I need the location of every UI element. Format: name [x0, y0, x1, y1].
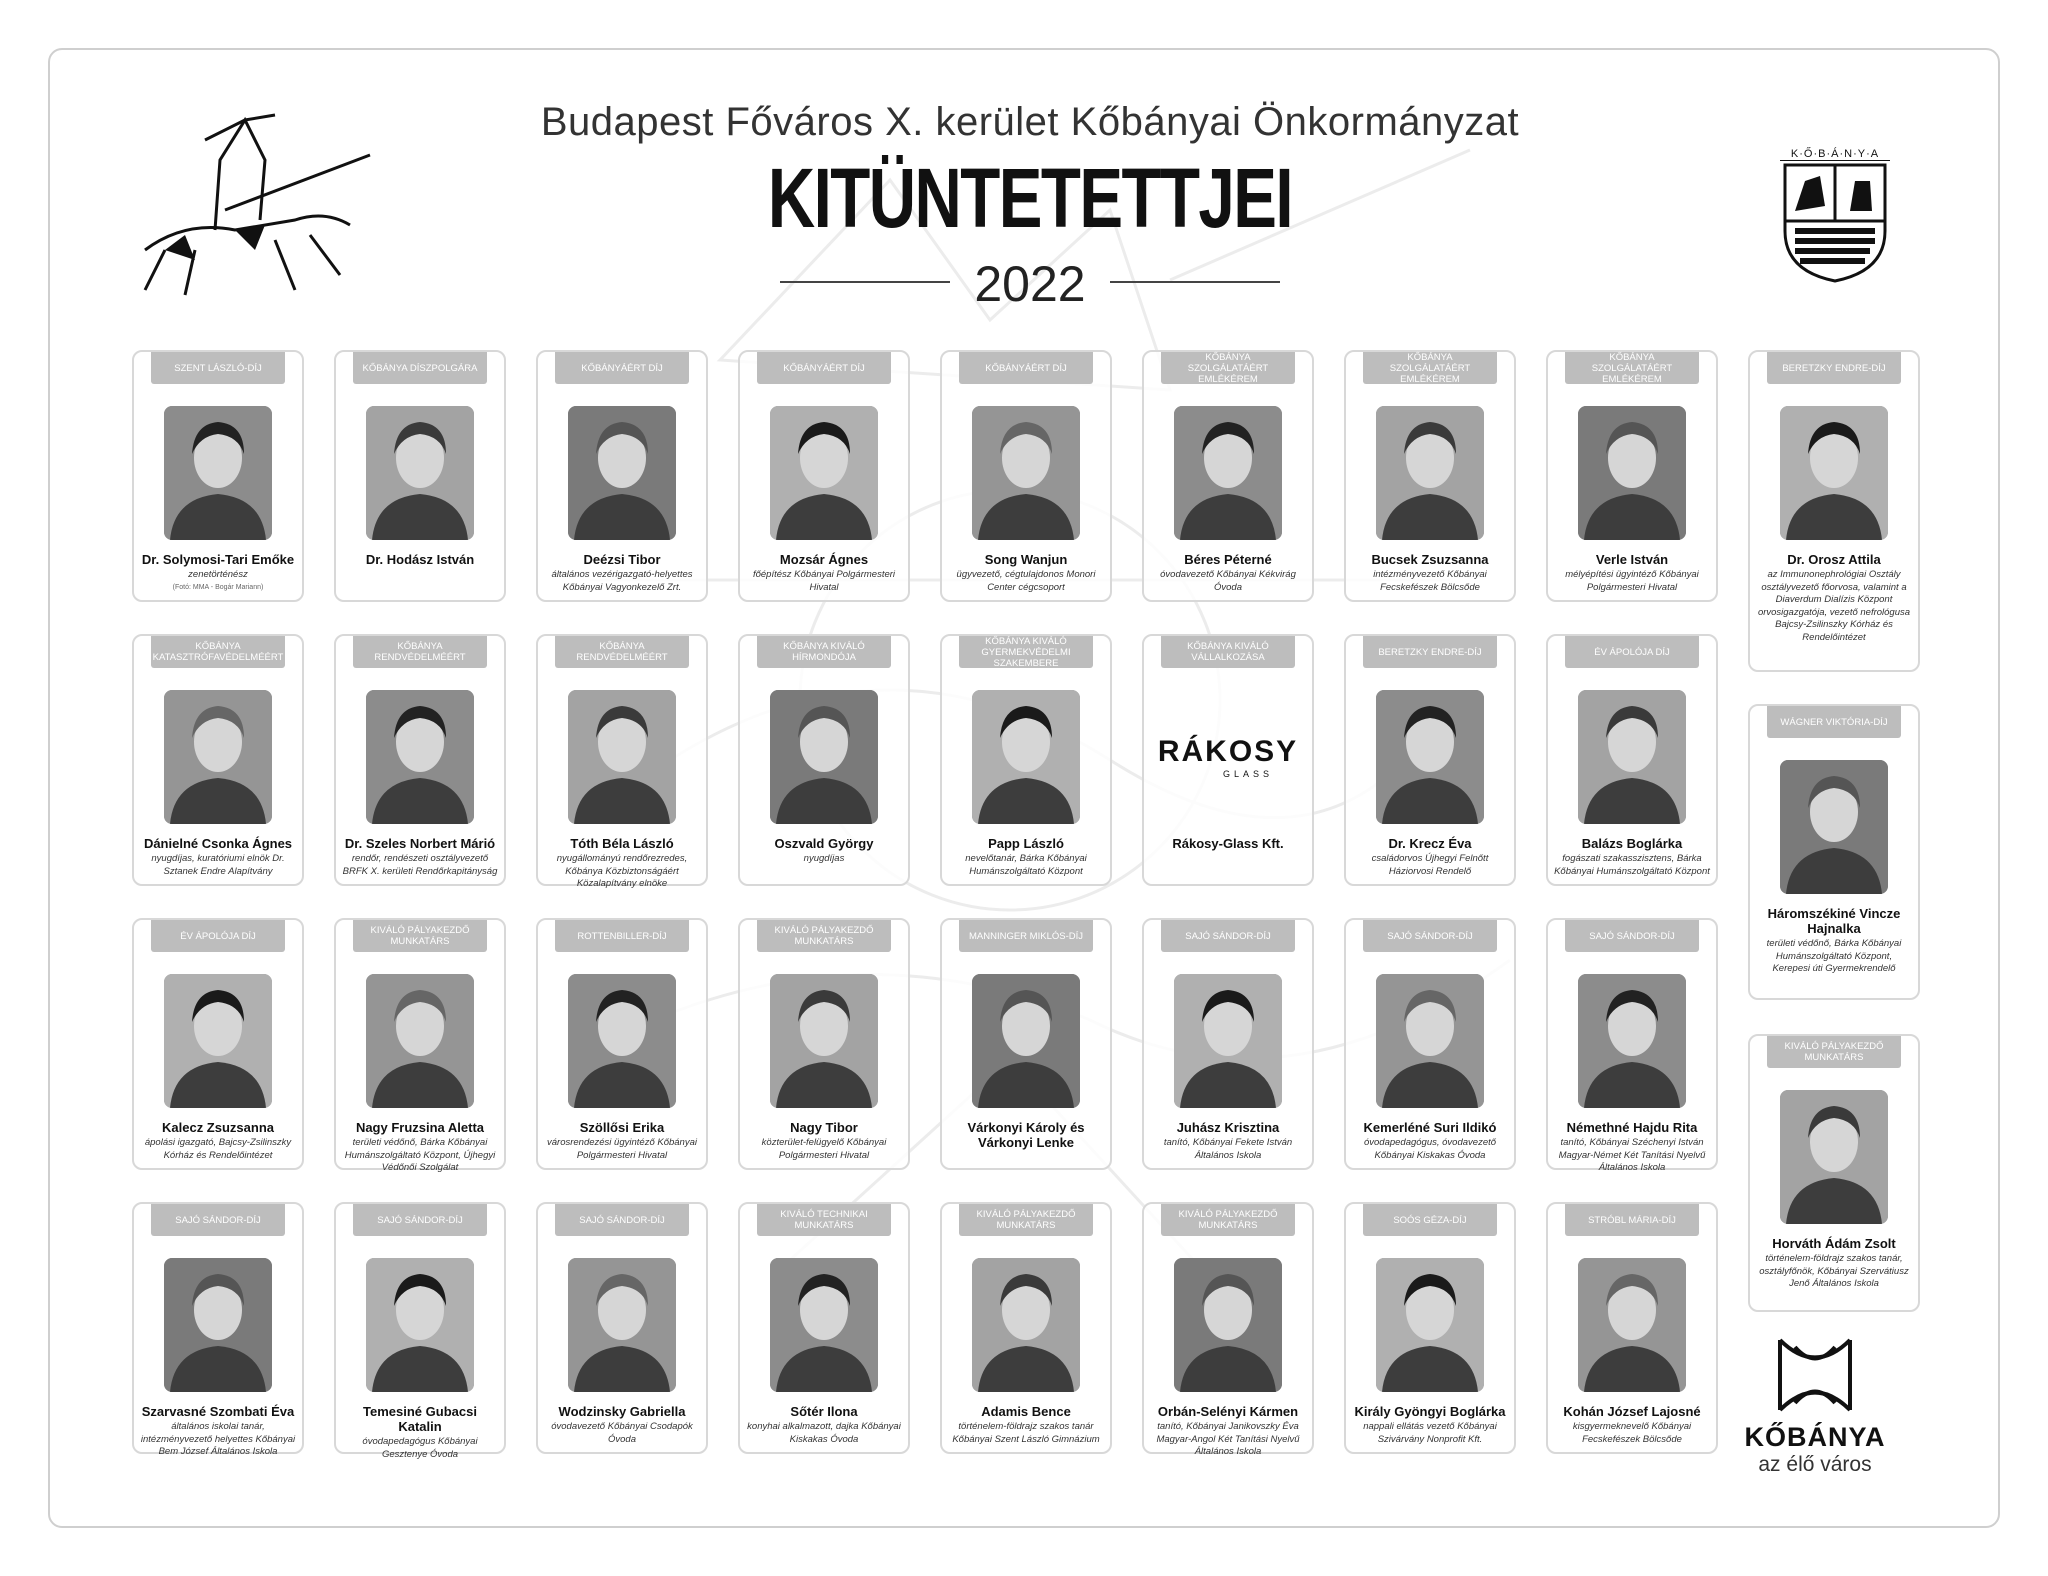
portrait — [1780, 406, 1888, 540]
portrait-photo — [1376, 690, 1484, 824]
honoree-description: nyugdíjas — [803, 853, 845, 864]
honoree-description: tanító, Kőbányai Fekete István Általános Iskola — [1163, 1137, 1293, 1161]
honoree-card — [1344, 1202, 1516, 1454]
honoree-description: tanító, Kőbányai Janikovszky Éva Magyar-Angol Két Tanítási Nyelvű Általános Iskola — [1156, 1421, 1300, 1457]
honoree-description: óvodavezető Kőbányai Csodapók Óvoda — [551, 1421, 693, 1445]
honoree-card — [1344, 350, 1516, 602]
honoree-card — [334, 1202, 506, 1460]
portrait — [568, 974, 676, 1108]
honoree-name: Sőtér Ilona — [790, 1404, 858, 1419]
portrait — [1376, 406, 1484, 540]
kobanya-crest — [1780, 148, 1890, 288]
honoree-name: Balázs Boglárka — [1581, 836, 1683, 851]
company-logo-sub: GLASS — [1222, 769, 1273, 779]
award-label: SAJÓ SÁNDOR-DÍJ — [555, 1204, 689, 1236]
portrait-photo — [770, 690, 878, 824]
award-label: KIVÁLÓ PÁLYAKEZDŐ MUNKATÁRS — [353, 920, 487, 952]
portrait — [972, 1258, 1080, 1392]
page-year: 2022 — [780, 255, 1280, 313]
portrait-photo — [972, 690, 1080, 824]
portrait — [366, 406, 474, 540]
portrait-photo — [1174, 974, 1282, 1108]
portrait — [1578, 406, 1686, 540]
portrait-photo — [1578, 974, 1686, 1108]
honoree-name: Deézsi Tibor — [583, 552, 661, 567]
portrait-photo — [972, 1258, 1080, 1392]
award-label: KIVÁLÓ PÁLYAKEZDŐ MUNKATÁRS — [1161, 1204, 1295, 1236]
portrait — [1780, 1090, 1888, 1224]
portrait-photo — [972, 406, 1080, 540]
award-label: KIVÁLÓ TECHNIKAI MUNKATÁRS — [757, 1204, 891, 1236]
honoree-description: városrendezési ügyintéző Kőbányai Polgármesteri Hivatal — [547, 1137, 697, 1161]
honoree-name: Háromszékiné Vincze Hajnalka — [1767, 906, 1901, 936]
photo-credit: (Fotó: MMA - Bogár Mariann) — [172, 583, 264, 591]
honoree-card — [536, 634, 708, 889]
award-label: KŐBÁNYA KIVÁLÓ VÁLLALKOZÁSA — [1161, 636, 1295, 668]
award-label: KŐBÁNYÁÉRT DÍJ — [555, 352, 689, 384]
honoree-description: az Immunonephrológiai Osztály osztályvezető főorvosa, valamint a Diaverdum Dialízis Központ orvosigazgatója, vezető nefrológusa Bajcsy-Zsilinszky Kórház és Rendelőintézet — [1757, 569, 1911, 643]
portrait — [1376, 974, 1484, 1108]
award-label: KŐBÁNYA SZOLGÁLATÁÉRT EMLÉKÉREM — [1363, 352, 1497, 384]
award-label: KŐBÁNYA KIVÁLÓ GYERMEKVÉDELMI SZAKEMBERE — [959, 636, 1093, 668]
honoree-card — [738, 918, 910, 1170]
honoree-description: tanító, Kőbányai Széchenyi István Magyar-Német Két Tanítási Nyelvű Általános Iskola — [1558, 1137, 1706, 1173]
portrait — [164, 1258, 272, 1392]
portrait-photo — [568, 1258, 676, 1392]
honoree-name: Verle István — [1595, 552, 1669, 567]
honoree-card — [1142, 350, 1314, 602]
portrait-photo — [1174, 1258, 1282, 1392]
portrait — [770, 690, 878, 824]
honoree-card — [334, 918, 506, 1173]
honoree-description: konyhai alkalmazott, dajka Kőbányai Kiskakas Óvoda — [747, 1421, 901, 1445]
honoree-card — [1344, 918, 1516, 1170]
portrait — [1376, 1258, 1484, 1392]
honoree-name: Nagy Tibor — [790, 1120, 858, 1135]
honoree-card — [940, 918, 1112, 1170]
award-label: KŐBÁNYÁÉRT DÍJ — [757, 352, 891, 384]
portrait-photo — [568, 406, 676, 540]
honoree-name: Orbán-Selényi Kármen — [1157, 1404, 1299, 1419]
honoree-description: fogászati szakasszisztens, Bárka Kőbányai Humánszolgáltató Központ — [1554, 853, 1710, 877]
portrait — [770, 974, 878, 1108]
honoree-name: Király Gyöngyi Boglárka — [1354, 1404, 1506, 1419]
honoree-description: óvodapedagógus Kőbányai Gesztenye Óvoda — [362, 1436, 478, 1460]
honoree-card — [1546, 350, 1718, 602]
portrait — [366, 690, 474, 824]
honoree-card — [940, 1202, 1112, 1454]
honoree-description: óvodavezető Kőbányai Kékvirág Óvoda — [1160, 569, 1296, 593]
award-label: KŐBÁNYA RENDVÉDELMÉÉRT — [555, 636, 689, 668]
honoree-card — [738, 634, 910, 886]
page-title: KITÜNTETETTJEI — [767, 151, 1293, 245]
award-label: SAJÓ SÁNDOR-DÍJ — [1363, 920, 1497, 952]
award-label: ÉV ÁPOLÓJA DÍJ — [151, 920, 285, 952]
honoree-card — [940, 634, 1112, 886]
award-label: SOÓS GÉZA-DÍJ — [1363, 1204, 1497, 1236]
honoree-description: területi védőnő, Bárka Kőbányai Humánszolgáltató Központ, Újhegyi Védőnői Szolgálat — [344, 1137, 496, 1173]
honoree-name: Song Wanjun — [984, 552, 1068, 567]
honoree-name: Wodzinsky Gabriella — [558, 1404, 686, 1419]
honoree-name: Mozsár Ágnes — [779, 552, 869, 567]
award-label: ROTTENBILLER-DÍJ — [555, 920, 689, 952]
award-label: KŐBÁNYÁÉRT DÍJ — [959, 352, 1093, 384]
honoree-name: Bucsek Zsuzsanna — [1371, 552, 1489, 567]
portrait — [1174, 1258, 1282, 1392]
honoree-name: Szöllősi Erika — [579, 1120, 665, 1135]
portrait — [770, 1258, 878, 1392]
honoree-card — [1546, 918, 1718, 1173]
honoree-description: nevelőtanár, Bárka Kőbányai Humánszolgáltató Központ — [965, 853, 1087, 877]
honoree-description: közterület-felügyelő Kőbányai Polgármesteri Hivatal — [761, 1137, 887, 1161]
honoree-description: mélyépítési ügyintéző Kőbányai Polgármesteri Hivatal — [1565, 569, 1699, 593]
honoree-card — [1748, 350, 1920, 672]
honoree-card — [536, 350, 708, 602]
honoree-description: intézményvezető Kőbányai Fecskefészek Bölcsőde — [1373, 569, 1487, 593]
honoree-name: Kohán József Lajosné — [1563, 1404, 1701, 1419]
portrait-photo — [164, 974, 272, 1108]
award-label: KŐBÁNYA DÍSZPOLGÁRA — [353, 352, 487, 384]
portrait-photo — [164, 406, 272, 540]
award-label: KŐBÁNYA KIVÁLÓ HÍRMONDÓJA — [757, 636, 891, 668]
honoree-description: általános iskolai tanár, intézményvezető helyettes Kőbányai Bem József Általános Iskola — [140, 1421, 296, 1457]
honoree-name: Kemerléné Suri Ildikó — [1363, 1120, 1497, 1135]
honoree-name: Dr. Szeles Norbert Márió — [344, 836, 496, 851]
brand-name: KŐBÁNYA — [1744, 1422, 1886, 1452]
portrait — [1578, 974, 1686, 1108]
portrait-photo — [1376, 1258, 1484, 1392]
portrait — [366, 974, 474, 1108]
award-label: KŐBÁNYA RENDVÉDELMÉÉRT — [353, 636, 487, 668]
portrait-photo — [972, 974, 1080, 1108]
portrait-photo — [1780, 1090, 1888, 1224]
portrait — [568, 690, 676, 824]
honoree-card — [334, 350, 506, 602]
honoree-name: Oszvald György — [774, 836, 874, 851]
honoree-card — [1142, 918, 1314, 1170]
portrait — [972, 406, 1080, 540]
award-label: BERETZKY ENDRE-DÍJ — [1363, 636, 1497, 668]
honoree-card — [1748, 1034, 1920, 1312]
portrait — [770, 406, 878, 540]
honoree-name: Dánielné Csonka Ágnes — [143, 836, 293, 851]
honoree-description: nyugdíjas, kuratóriumi elnök Dr. Sztanek Endre Alapítvány — [151, 853, 285, 877]
award-label: STRÓBL MÁRIA-DÍJ — [1565, 1204, 1699, 1236]
honoree-description: általános vezérigazgató-helyettes Kőbányai Vagyonkezelő Zrt. — [551, 569, 693, 593]
honoree-card — [132, 350, 304, 602]
honoree-card — [1344, 634, 1516, 886]
honoree-card — [1546, 634, 1718, 886]
honoree-description: ápolási igazgató, Bajcsy-Zsilinszky Kórház és Rendelőintézet — [144, 1137, 292, 1161]
award-label: SAJÓ SÁNDOR-DÍJ — [353, 1204, 487, 1236]
portrait-photo — [366, 974, 474, 1108]
portrait-photo — [1578, 406, 1686, 540]
award-label: SAJÓ SÁNDOR-DÍJ — [1565, 920, 1699, 952]
kobanya-x-logo-icon — [1770, 1335, 1860, 1415]
honoree-description: történelem-földrajz szakos tanár Kőbányai Szent László Gimnázium — [952, 1421, 1100, 1445]
honoree-description: kisgyermeknevelő Kőbányai Fecskefészek Bölcsőde — [1572, 1421, 1692, 1445]
portrait-photo — [1174, 406, 1282, 540]
portrait-photo — [1780, 760, 1888, 894]
brand-tagline: az élő város — [1758, 1453, 1872, 1476]
honoree-name: Szarvasné Szombati Éva — [141, 1404, 295, 1419]
honoree-description: óvodapedagógus, óvodavezető Kőbányai Kiskakas Óvoda — [1363, 1137, 1497, 1161]
award-label: KŐBÁNYA SZOLGÁLATÁÉRT EMLÉKÉREM — [1565, 352, 1699, 384]
honoree-card — [536, 1202, 708, 1454]
portrait — [164, 974, 272, 1108]
honoree-card — [940, 350, 1112, 602]
award-label: SAJÓ SÁNDOR-DÍJ — [1161, 920, 1295, 952]
portrait-photo — [366, 690, 474, 824]
crest-label: K·Ő·B·Á·N·Y·A — [1780, 148, 1890, 161]
honoree-description: főépítész Kőbányai Polgármesteri Hivatal — [752, 569, 896, 593]
award-label: SAJÓ SÁNDOR-DÍJ — [151, 1204, 285, 1236]
honoree-name: Adamis Bence — [981, 1404, 1071, 1419]
honoree-card — [738, 1202, 910, 1454]
portrait-photo — [1376, 974, 1484, 1108]
award-label: KIVÁLÓ PÁLYAKEZDŐ MUNKATÁRS — [757, 920, 891, 952]
honoree-card — [132, 918, 304, 1170]
honoree-card — [132, 1202, 304, 1457]
honoree-card — [1142, 1202, 1314, 1457]
portrait — [164, 690, 272, 824]
honoree-description: történelem-földrajz szakos tanár, osztályfőnök, Kőbányai Szervátiusz Jenő Általános Iskola — [1759, 1253, 1909, 1289]
company-logo-word: RÁKOSY — [1157, 735, 1299, 768]
honoree-name: Papp László — [988, 836, 1064, 851]
honoree-description: területi védőnő, Bárka Kőbányai Humánszolgáltató Központ, Kerepesi úti Gyermekrendelő — [1766, 938, 1902, 974]
kobanya-brand-logo — [1740, 1335, 1890, 1475]
honoree-name: Juhász Krisztina — [1176, 1120, 1280, 1135]
honoree-description: nyugállományú rendőrezredes, Kőbánya Közbiztonságáért Közalapítvány elnöke — [556, 853, 688, 889]
portrait — [164, 406, 272, 540]
honoree-name: Dr. Krecz Éva — [1388, 836, 1472, 851]
honoree-card — [536, 918, 708, 1170]
portrait-photo — [770, 1258, 878, 1392]
honoree-name: Dr. Orosz Attila — [1787, 552, 1881, 567]
portrait-photo — [366, 1258, 474, 1392]
award-label: SZENT LÁSZLÓ-DÍJ — [151, 352, 285, 384]
portrait — [568, 406, 676, 540]
portrait — [1376, 690, 1484, 824]
award-label: WÁGNER VIKTÓRIA-DÍJ — [1767, 706, 1901, 738]
honoree-card — [738, 350, 910, 602]
portrait-photo — [568, 974, 676, 1108]
knight-logo-icon — [125, 100, 375, 300]
award-label: MANNINGER MIKLÓS-DÍJ — [959, 920, 1093, 952]
honoree-name: Dr. Hodász István — [365, 552, 475, 567]
award-label: KIVÁLÓ PÁLYAKEZDŐ MUNKATÁRS — [959, 1204, 1093, 1236]
portrait — [972, 690, 1080, 824]
company-logo — [1157, 690, 1299, 824]
honoree-name: Temesiné Gubacsi Katalin — [363, 1404, 477, 1434]
honoree-card — [1142, 634, 1314, 886]
portrait-photo — [1376, 406, 1484, 540]
honoree-description: zenetörténész — [188, 569, 248, 580]
honoree-name: Kalecz Zsuzsanna — [162, 1120, 274, 1135]
portrait-photo — [366, 406, 474, 540]
honoree-name: Várkonyi Károly és Várkonyi Lenke — [967, 1120, 1085, 1150]
portrait — [1578, 1258, 1686, 1392]
honoree-description: családorvos Újhegyi Felnőtt Háziorvosi Rendelő — [1371, 853, 1489, 877]
honoree-name: Dr. Solymosi-Tari Emőke — [141, 552, 295, 567]
honoree-description: rendőr, rendészeti osztályvezető BRFK X. kerületi Rendőrkapitányság — [342, 853, 498, 877]
honoree-name: Rákosy-Glass Kft. — [1172, 836, 1284, 851]
portrait-photo — [568, 690, 676, 824]
portrait-photo — [1578, 1258, 1686, 1392]
honoree-name: Némethné Hajdu Rita — [1566, 1120, 1698, 1135]
portrait — [366, 1258, 474, 1392]
page-subtitle: Budapest Főváros X. kerület Kőbányai Önkormányzat — [540, 100, 1520, 144]
honoree-card — [334, 634, 506, 886]
portrait — [1780, 760, 1888, 894]
portrait-photo — [1780, 406, 1888, 540]
honoree-name: Horváth Ádám Zsolt — [1772, 1236, 1896, 1251]
portrait — [568, 1258, 676, 1392]
honoree-description: nappali ellátás vezető Kőbányai Szivárvány Nonprofit Kft. — [1363, 1421, 1497, 1445]
crest-shield-icon — [1780, 161, 1890, 283]
honoree-card — [1546, 1202, 1718, 1454]
portrait-photo — [1578, 690, 1686, 824]
award-label: KIVÁLÓ PÁLYAKEZDŐ MUNKATÁRS — [1767, 1036, 1901, 1068]
award-label: BERETZKY ENDRE-DÍJ — [1767, 352, 1901, 384]
honoree-card — [1748, 704, 1920, 1000]
portrait — [1174, 406, 1282, 540]
portrait-photo — [164, 1258, 272, 1392]
award-label: KŐBÁNYA KATASZTRÓFAVÉDELMÉÉRT — [151, 636, 285, 668]
honoree-description: ügyvezető, cégtulajdonos Monori Center cégcsoport — [956, 569, 1096, 593]
portrait — [972, 974, 1080, 1108]
honoree-name: Nagy Fruzsina Aletta — [355, 1120, 485, 1135]
portrait-photo — [164, 690, 272, 824]
award-label: KŐBÁNYA SZOLGÁLATÁÉRT EMLÉKÉREM — [1161, 352, 1295, 384]
portrait — [1578, 690, 1686, 824]
portrait — [1174, 974, 1282, 1108]
honoree-card — [132, 634, 304, 886]
honoree-name: Béres Péterné — [1184, 552, 1272, 567]
portrait-photo — [770, 974, 878, 1108]
portrait-photo — [770, 406, 878, 540]
award-label: ÉV ÁPOLÓJA DÍJ — [1565, 636, 1699, 668]
honoree-name: Tóth Béla László — [570, 836, 674, 851]
